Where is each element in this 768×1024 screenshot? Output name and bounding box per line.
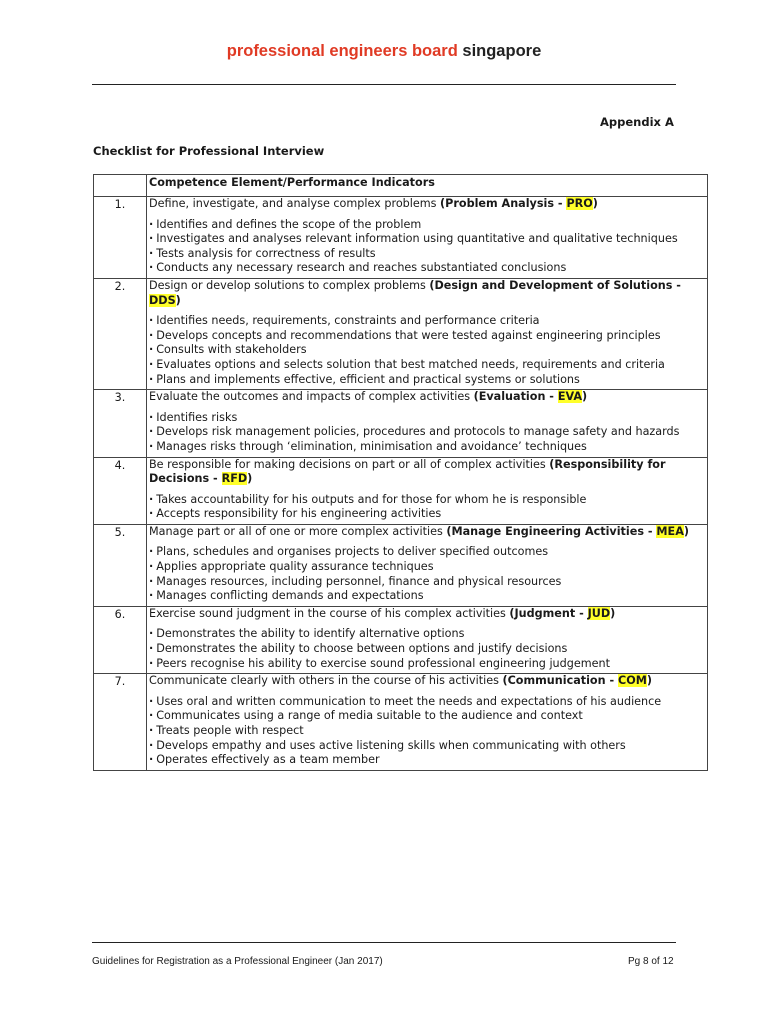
- competence-cell: [147, 197, 708, 279]
- indicator-item: · Conducts any necessary research and reaches substantiated conclusions: [149, 261, 705, 276]
- indicator-list: [149, 411, 705, 455]
- competence-code: EVA: [557, 390, 583, 404]
- table-row: [94, 674, 708, 771]
- indicator-item: · Peers recognise his ability to exercise sound professional engineering judgement: [149, 657, 705, 672]
- row-number: 5.: [94, 524, 147, 606]
- indicator-item: · Develops concepts and recommendations that were tested against engineering principles: [149, 329, 705, 344]
- competence-cell: [147, 606, 708, 673]
- indicator-item: · Identifies and defines the scope of the problem: [149, 218, 705, 233]
- competence-cell: [147, 278, 708, 389]
- competence-description: Exercise sound judgment in the course of his complex activities: [149, 606, 506, 620]
- competence-code: DDS: [149, 293, 176, 307]
- header-country: singapore: [462, 42, 542, 60]
- table-row: [94, 390, 708, 457]
- indicator-item: · Plans and implements effective, efficient and practical systems or solutions: [149, 373, 705, 388]
- indicator-list: [149, 695, 705, 768]
- appendix-label: Appendix A: [600, 115, 674, 129]
- row-number: 3.: [94, 390, 147, 457]
- competence-code: COM: [618, 674, 647, 688]
- indicator-item: · Manages risks through ‘elimination, minimisation and avoidance’ techniques: [149, 440, 705, 455]
- competence-tag-label: (Communication -: [502, 674, 619, 688]
- competence-tag-close: ): [582, 390, 588, 404]
- competence-tag-close: ): [646, 674, 653, 688]
- table-row: [94, 606, 708, 673]
- indicator-item: · Operates effectively as a team member: [149, 753, 705, 768]
- table-row: [94, 197, 708, 279]
- competence-tag-close: ): [683, 524, 689, 538]
- competence-tag: [509, 607, 615, 620]
- competence-element: [149, 197, 705, 212]
- indicator-item: · Manages resources, including personnel, finance and physical resources: [149, 575, 705, 590]
- table-row: [94, 524, 708, 606]
- indicator-list: [149, 627, 705, 671]
- footer-divider: [92, 942, 676, 943]
- indicator-item: · Investigates and analyses relevant information using quantitative and qualitative techniques: [149, 232, 705, 247]
- table-row: [94, 457, 708, 524]
- competence-tag-label: (Judgment -: [509, 606, 588, 620]
- competence-tag: [474, 390, 588, 403]
- competence-tag-close: ): [175, 293, 181, 307]
- competence-description: Be responsible for making decisions on part or all of complex activities: [149, 457, 546, 471]
- row-number: 4.: [94, 457, 147, 524]
- competence-tag-label: (Evaluation -: [473, 390, 558, 404]
- competence-element: [149, 525, 705, 540]
- header-title-cell: Competence Element/Performance Indicators: [147, 175, 708, 197]
- competence-code: PRO: [566, 197, 593, 210]
- competence-element: [149, 458, 705, 487]
- header-num-cell: [94, 175, 147, 197]
- competence-tag-label: (Manage Engineering Activities -: [446, 524, 657, 538]
- header-org-name: professional engineers board: [226, 42, 458, 60]
- header-divider: [92, 84, 676, 85]
- indicator-item: · Manages conflicting demands and expectations: [149, 589, 705, 604]
- indicator-item: · Applies appropriate quality assurance techniques: [149, 560, 705, 575]
- table-header-row: [94, 175, 708, 197]
- competence-tag-label: (Problem Analysis -: [440, 197, 567, 210]
- competence-cell: [147, 524, 708, 606]
- table-row: [94, 278, 708, 389]
- row-number: 7.: [94, 674, 147, 771]
- competence-element: [149, 607, 705, 622]
- indicator-item: · Accepts responsibility for his engineering activities: [149, 507, 705, 522]
- competence-tag-close: ): [610, 606, 616, 620]
- competence-tag-close: ): [247, 472, 253, 486]
- indicator-list: [149, 218, 705, 276]
- indicator-item: · Develops empathy and uses active listening skills when communicating with others: [149, 739, 705, 754]
- competence-tag-close: ): [592, 197, 598, 210]
- checklist-title: Checklist for Professional Interview: [93, 144, 325, 158]
- indicator-item: · Identifies needs, requirements, constraints and performance criteria: [149, 314, 705, 329]
- indicator-list: [149, 493, 705, 522]
- indicator-item: · Identifies risks: [149, 411, 705, 426]
- indicator-item: · Communicates using a range of media suitable to the audience and context: [149, 709, 705, 724]
- row-number: 6.: [94, 606, 147, 673]
- indicator-item: · Develops risk management policies, procedures and protocols to manage safety and hazards: [149, 425, 705, 440]
- competence-table: [93, 174, 708, 771]
- competence-element: [149, 674, 705, 689]
- competence-code: MEA: [656, 524, 684, 538]
- competence-cell: [147, 674, 708, 771]
- row-number: 2.: [94, 278, 147, 389]
- indicator-list: [149, 545, 705, 603]
- competence-code: JUD: [587, 606, 611, 620]
- competence-element: [149, 390, 705, 405]
- indicator-item: · Plans, schedules and organises projects to deliver specified outcomes: [149, 545, 705, 560]
- competence-tag-label: (Design and Development of Solutions -: [429, 278, 681, 292]
- competence-description: Evaluate the outcomes and impacts of complex activities: [149, 390, 471, 404]
- indicator-item: · Uses oral and written communication to meet the needs and expectations of his audience: [149, 695, 705, 710]
- competence-code: RFD: [221, 472, 248, 486]
- indicator-item: · Evaluates options and selects solution that best matched needs, requirements and criteria: [149, 358, 705, 373]
- competence-description: Define, investigate, and analyse complex problems: [149, 197, 437, 210]
- competence-cell: [147, 457, 708, 524]
- competence-description: Design or develop solutions to complex problems: [149, 278, 426, 292]
- footer-document-title: Guidelines for Registration as a Professional Engineer (Jan 2017): [92, 956, 383, 967]
- competence-tag-label: (Responsibility for Decisions -: [149, 457, 666, 486]
- competence-tag: [440, 197, 598, 210]
- indicator-item: · Takes accountability for his outputs and for those for whom he is responsible: [149, 493, 705, 508]
- competence-element: [149, 279, 705, 308]
- indicator-item: · Demonstrates the ability to choose between options and justify decisions: [149, 642, 705, 657]
- competence-cell: [147, 390, 708, 457]
- competence-tag: [446, 525, 689, 538]
- indicator-list: [149, 314, 705, 387]
- competence-description: Communicate clearly with others in the course of his activities: [149, 674, 499, 688]
- indicator-item: · Treats people with respect: [149, 724, 705, 739]
- indicator-item: · Consults with stakeholders: [149, 343, 705, 358]
- row-number: 1.: [94, 197, 147, 279]
- competence-description: Manage part or all of one or more complex activities: [149, 524, 443, 538]
- indicator-item: · Tests analysis for correctness of results: [149, 247, 705, 262]
- page-header: [0, 42, 768, 61]
- indicator-item: · Demonstrates the ability to identify alternative options: [149, 627, 705, 642]
- competence-tag: [502, 674, 652, 687]
- footer-page-number: Pg 8 of 12: [628, 956, 674, 967]
